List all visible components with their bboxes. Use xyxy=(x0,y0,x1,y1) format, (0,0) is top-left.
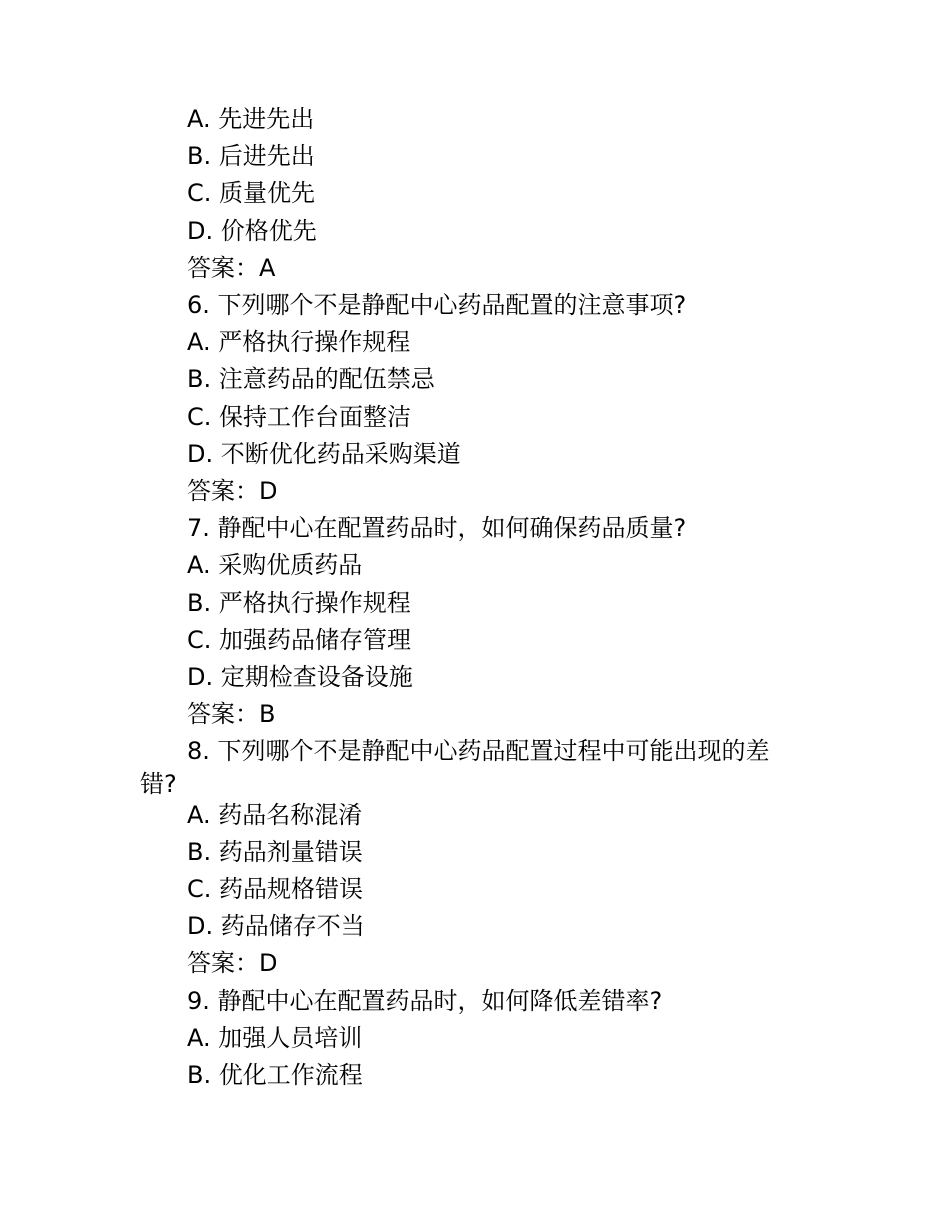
option-line: A. 严格执行操作规程 xyxy=(187,328,411,357)
option-line: C. 保持工作台面整洁 xyxy=(187,402,412,431)
option-line: B. 后进先出 xyxy=(187,142,315,171)
question-8 xyxy=(140,733,800,796)
option-line: A. 加强人员培训 xyxy=(187,1023,363,1052)
question-9: 9. 静配中心在配置药品时，如何降低差错率? xyxy=(187,986,663,1015)
option-line: A. 采购优质药品 xyxy=(187,551,363,580)
option-line: D. 药品储存不当 xyxy=(187,912,365,941)
option-line: B. 注意药品的配伍禁忌 xyxy=(187,365,435,394)
option-line: C. 加强药品储存管理 xyxy=(187,625,412,654)
question-7: 7. 静配中心在配置药品时，如何确保药品质量? xyxy=(187,514,687,543)
question-8-first-line: 8. 下列哪个不是静配中心药品配置过程中可能出现的差 xyxy=(187,737,770,766)
answer-line: 答案：A xyxy=(187,253,276,282)
option-line: A. 先进先出 xyxy=(187,105,315,133)
answer-line: 答案：D xyxy=(187,949,278,978)
document-body xyxy=(140,101,800,1094)
option-line: D. 不断优化药品采购渠道 xyxy=(187,439,461,468)
option-line: D. 定期检查设备设施 xyxy=(187,663,413,692)
option-line: B. 优化工作流程 xyxy=(187,1061,363,1090)
option-line: B. 严格执行操作规程 xyxy=(187,588,411,617)
option-line: A. 药品名称混淆 xyxy=(187,800,363,829)
option-line: B. 药品剂量错误 xyxy=(187,837,363,866)
option-line: C. 药品规格错误 xyxy=(187,875,364,904)
option-line: D. 价格优先 xyxy=(187,216,317,245)
answer-line: 答案：B xyxy=(187,700,276,729)
question-8-continuation: 错? xyxy=(140,769,177,798)
option-line: C. 质量优先 xyxy=(187,179,316,208)
answer-line: 答案：D xyxy=(187,477,278,506)
question-6: 6. 下列哪个不是静配中心药品配置的注意事项? xyxy=(187,291,687,320)
